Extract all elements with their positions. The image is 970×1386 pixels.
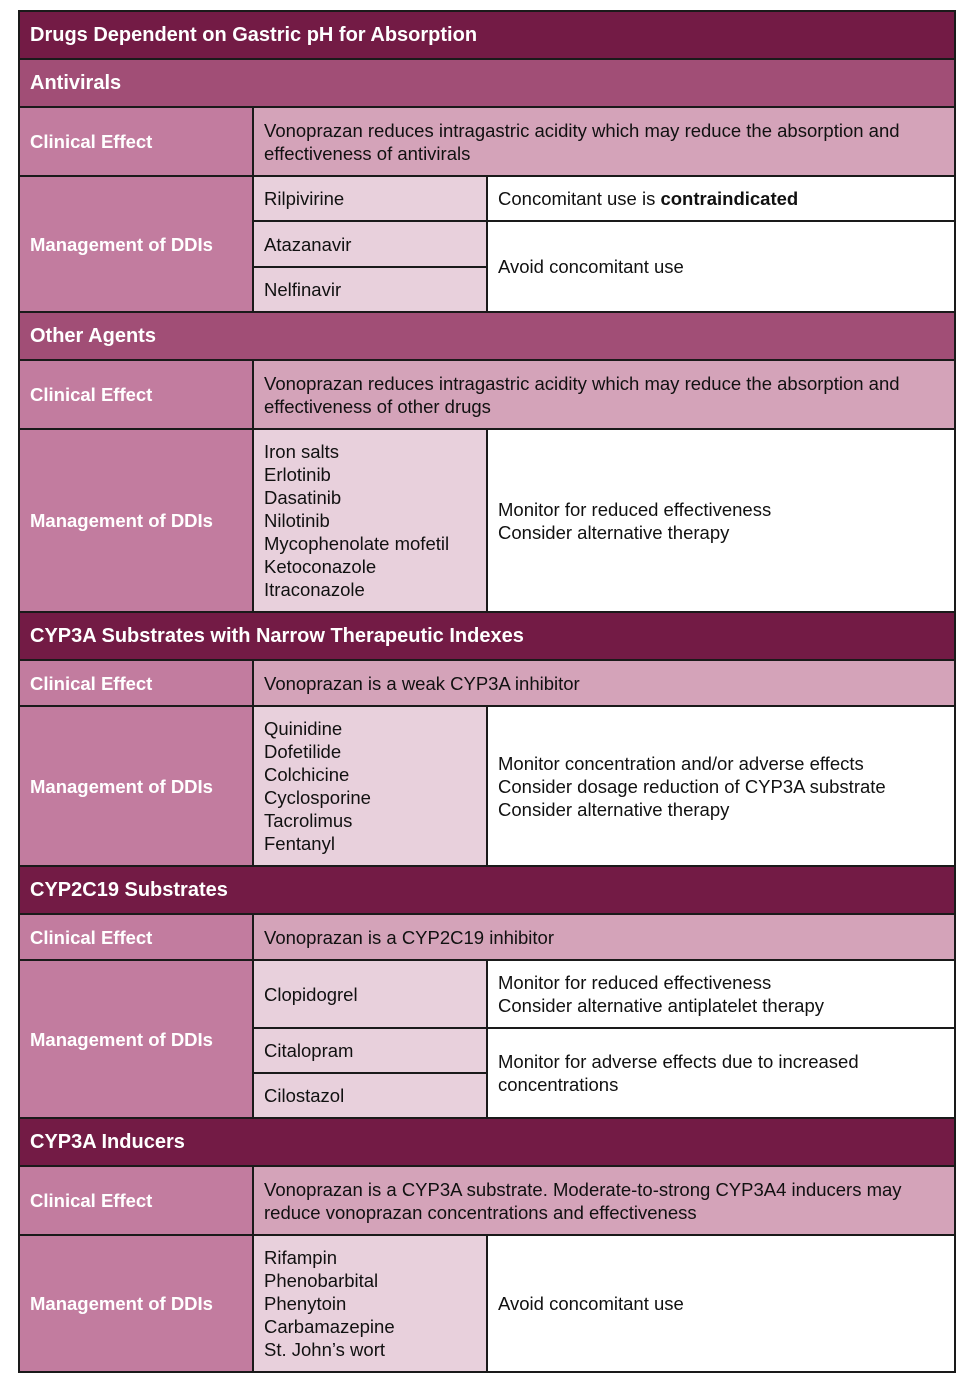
drug-name: Rilpivirine (253, 176, 487, 221)
management-label: Management of DDIs (19, 1235, 253, 1372)
section-header-cyp3a-inducers: CYP3A Inducers (19, 1118, 955, 1166)
drug-name: Itraconazole (264, 579, 365, 600)
drug-name: Clopidogrel (253, 960, 487, 1028)
section-header-cyp2c19-substrates: CYP2C19 Substrates (19, 866, 955, 914)
management-text: Avoid concomitant use (487, 1235, 955, 1372)
management-list (487, 960, 955, 1028)
drug-name: Fentanyl (264, 833, 335, 854)
drug-name: Dasatinib (264, 487, 342, 508)
drug-list (253, 706, 487, 866)
management-text: Avoid concomitant use (487, 221, 955, 312)
drug-name: Iron salts (264, 441, 340, 462)
clinical-effect-text: Vonoprazan is a CYP2C19 inhibitor (253, 914, 955, 960)
management-text: Monitor for reduced effectiveness (498, 498, 772, 520)
subsection-header-antivirals: Antivirals (19, 59, 955, 107)
drug-name: Quinidine (264, 718, 343, 739)
management-text: Monitor for reduced effectiveness (498, 972, 772, 993)
clinical-effect-label: Clinical Effect (19, 660, 253, 706)
clinical-effect-label: Clinical Effect (19, 107, 253, 176)
clinical-effect-text: Vonoprazan is a weak CYP3A inhibitor (253, 660, 955, 706)
management-label: Management of DDIs (19, 706, 253, 866)
clinical-effect-text: Vonoprazan is a CYP3A substrate. Moderate-to-strong CYP3A4 inducers may reduce vonoprazan concentrations and effectiveness (253, 1166, 955, 1235)
drug-name: Phenobarbital (264, 1270, 379, 1291)
drug-list (253, 1235, 487, 1372)
management-list (487, 429, 955, 612)
clinical-effect-label: Clinical Effect (19, 1166, 253, 1235)
drug-list (253, 429, 487, 612)
drug-name: Cyclosporine (264, 787, 371, 808)
drug-name: Cilostazol (253, 1073, 487, 1118)
management-text: Consider dosage reduction of CYP3A substrate (498, 775, 886, 797)
management-text: Consider alternative therapy (498, 798, 730, 820)
subsection-header-other-agents: Other Agents (19, 312, 955, 360)
management-text: Monitor concentration and/or adverse effects (498, 752, 864, 774)
management-text: Consider alternative antiplatelet therapy (498, 995, 824, 1016)
management-text: Consider alternative therapy (498, 521, 730, 543)
section-header-cyp3a-substrates: CYP3A Substrates with Narrow Therapeutic Indexes (19, 612, 955, 660)
clinical-effect-label: Clinical Effect (19, 360, 253, 429)
management-text (487, 176, 955, 221)
drug-name: Phenytoin (264, 1293, 347, 1314)
drug-name: Tacrolimus (264, 810, 353, 831)
drug-name: Dofetilide (264, 741, 342, 762)
drug-name: Carbamazepine (264, 1316, 395, 1337)
drug-name: Mycophenolate mofetil (264, 533, 450, 554)
drug-name: Erlotinib (264, 464, 331, 485)
drug-name: Atazanavir (253, 221, 487, 267)
management-label: Management of DDIs (19, 429, 253, 612)
drug-interactions-table (18, 10, 956, 1373)
contraindicated-emphasis: contraindicated (660, 188, 799, 209)
clinical-effect-text: Vonoprazan reduces intragastric acidity which may reduce the absorption and effectiveness of antivirals (253, 107, 955, 176)
management-text: Monitor for adverse effects due to increased concentrations (487, 1028, 955, 1118)
drug-name: Rifampin (264, 1247, 337, 1268)
management-list (487, 706, 955, 866)
drug-name: Ketoconazole (264, 556, 377, 577)
drug-name: St. John’s wort (264, 1339, 385, 1360)
drug-name: Colchicine (264, 764, 350, 785)
clinical-effect-text: Vonoprazan reduces intragastric acidity which may reduce the absorption and effectiveness of other drugs (253, 360, 955, 429)
section-header-gastric-ph: Drugs Dependent on Gastric pH for Absorption (19, 11, 955, 59)
management-label: Management of DDIs (19, 960, 253, 1118)
management-label: Management of DDIs (19, 176, 253, 312)
clinical-effect-label: Clinical Effect (19, 914, 253, 960)
drug-name: Citalopram (253, 1028, 487, 1073)
drug-name: Nilotinib (264, 510, 330, 531)
management-text-prefix: Concomitant use is (498, 188, 661, 209)
drug-name: Nelfinavir (253, 267, 487, 312)
